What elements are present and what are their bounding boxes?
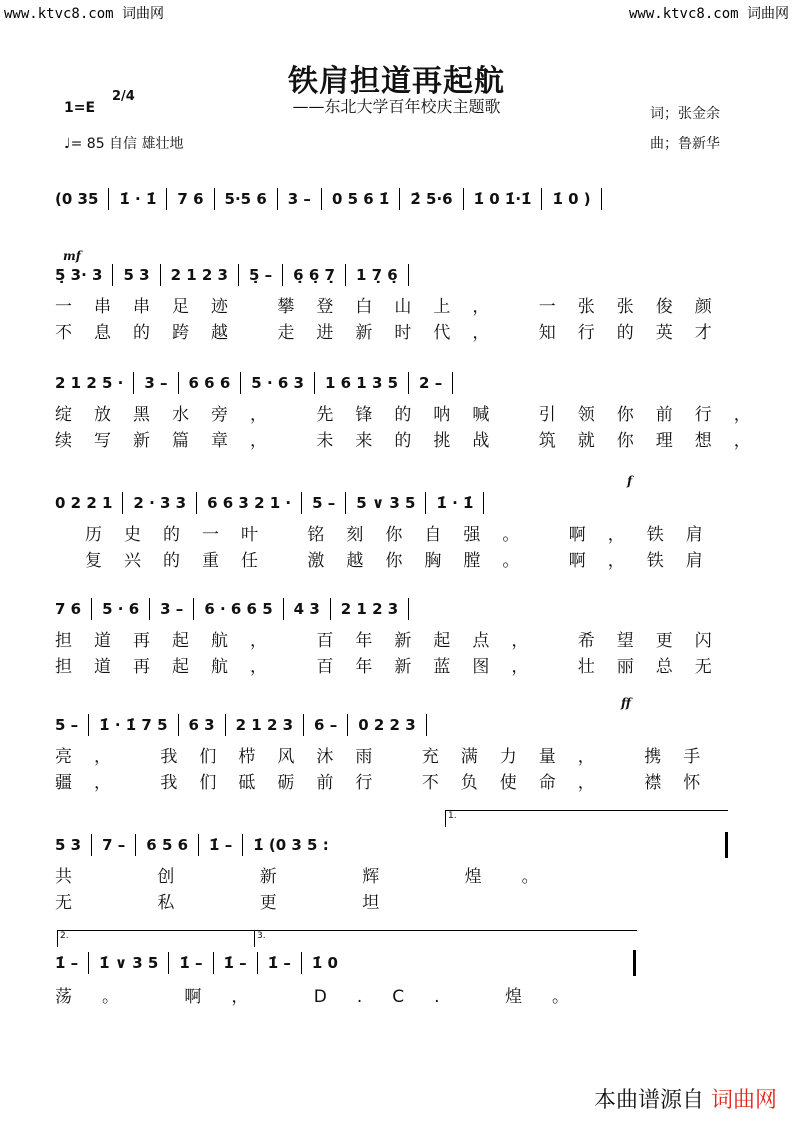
notes-line: 1̇ – 1̇ ∨ 3 5 1̇ – 1̇ – 1̇ – 1̇ 0 <box>55 954 338 972</box>
watermark-right: www.ktvc8.com 词曲网 <box>628 6 789 22</box>
footer-prefix: 本曲谱源自 <box>593 1088 704 1113</box>
notes-line: 7 6 5 · 6 3 – 6 · 6 6 5 4 3 2 1 2 3 <box>55 596 735 622</box>
lyrics-verse-2: 无 私 更 坦 <box>55 893 420 913</box>
lyrics-verse-2: 不息的跨越 走进新时代， 知行的英才 <box>55 323 734 343</box>
repeat-barline <box>725 832 728 858</box>
lyrics-verse-1: 一串串足迹 攀登白山上， 一张张俊颜 <box>55 297 734 317</box>
notes-line: (0 35 1̇ · 1̇ 7 6 5·5 6 3 – 0 5 6 1̇ 2̇ 5·6 1̇ 0 1̇·1̇ 1̇ 0 ) <box>55 186 735 212</box>
notes-line: 5̣ 3· 3 5 3 2 1 2 3 5̣ – 6̣ 6̣ 7̣ 1 7̣ 6̣ <box>55 262 735 288</box>
dynamic-mark: ff <box>621 696 631 710</box>
score-row-5 <box>55 696 735 793</box>
notes-line: 0 2 2 1 2 · 3 3 6 6 3 2 1 · 5 – 5 ∨ 3 5 1̇ · 1̇ <box>55 490 735 516</box>
volta-1: 1. <box>445 810 728 827</box>
lyrics-verse-1: 绽放黑水旁， 先锋的呐喊 引领你前行， <box>55 405 773 425</box>
song-title: 铁肩担道再起航 <box>288 64 505 99</box>
composer: 曲；鲁新华 <box>650 136 720 152</box>
lyrics-verse-1: 亮， 我们栉风沐雨 充满力量， 携手 <box>55 747 723 767</box>
final-barline <box>633 950 636 976</box>
score-row-3 <box>55 474 735 571</box>
time-signature: 2/4 <box>112 89 135 104</box>
volta-3: 3. <box>254 930 637 947</box>
score-row-4 <box>55 596 735 676</box>
notes-line: 5 – 1̇ · 1̇ 7 5 6 3 2 1 2 3 6 – 0 2 2 3 <box>55 712 735 738</box>
footer-brand[interactable]: 词曲网 <box>710 1088 777 1113</box>
lyrics-verse-1: 荡。 啊， D.C. 煌。 <box>55 987 599 1007</box>
key-signature: 1=E <box>64 100 96 116</box>
lyrics-verse-1: 共 创 新 辉 煌。 <box>55 867 579 887</box>
score-row-7 <box>55 950 735 1010</box>
source-footer <box>594 1083 777 1114</box>
lyricist: 词；张金余 <box>650 106 720 122</box>
score-row-1 <box>55 249 735 343</box>
tempo-marking: ♩= 85 自信 雄壮地 <box>64 136 184 152</box>
lyrics-verse-2: 疆， 我们砥砺前行 不负使命， 襟怀 <box>55 773 723 793</box>
volta-2: 2. <box>57 930 255 947</box>
score-row-2 <box>55 370 773 451</box>
notes-line: 5 3 7 – 6 5 6 1̇ – 1̇ (0 3 5 : <box>55 836 329 854</box>
lyrics-verse-2: 担道再起航， 百年新蓝图， 壮丽总无 <box>55 657 734 677</box>
dynamic-mark: f <box>627 474 633 488</box>
lyrics-verse-2: 复兴的重任 激越你胸膛。 啊，铁肩 <box>85 551 725 571</box>
notes-line: 2 1 2 5 · 3 – 6 6 6 5 · 6 3 1 6 1 3 5 2 – <box>55 370 735 396</box>
song-subtitle: ——东北大学百年校庆主题歌 <box>292 97 501 116</box>
dynamic-mark: mf <box>63 249 81 263</box>
score-row-intro <box>55 186 735 216</box>
watermark-left: www.ktvc8.com 词曲网 <box>4 6 165 22</box>
lyrics-verse-1: 担道再起航， 百年新起点， 希望更闪 <box>55 631 734 651</box>
score-row-6 <box>55 832 735 912</box>
lyrics-verse-2: 续写新篇章， 未来的挑战 筑就你理想， <box>55 431 773 451</box>
lyrics-verse-1: 历史的一叶 铭刻你自强。 啊，铁肩 <box>85 525 725 545</box>
